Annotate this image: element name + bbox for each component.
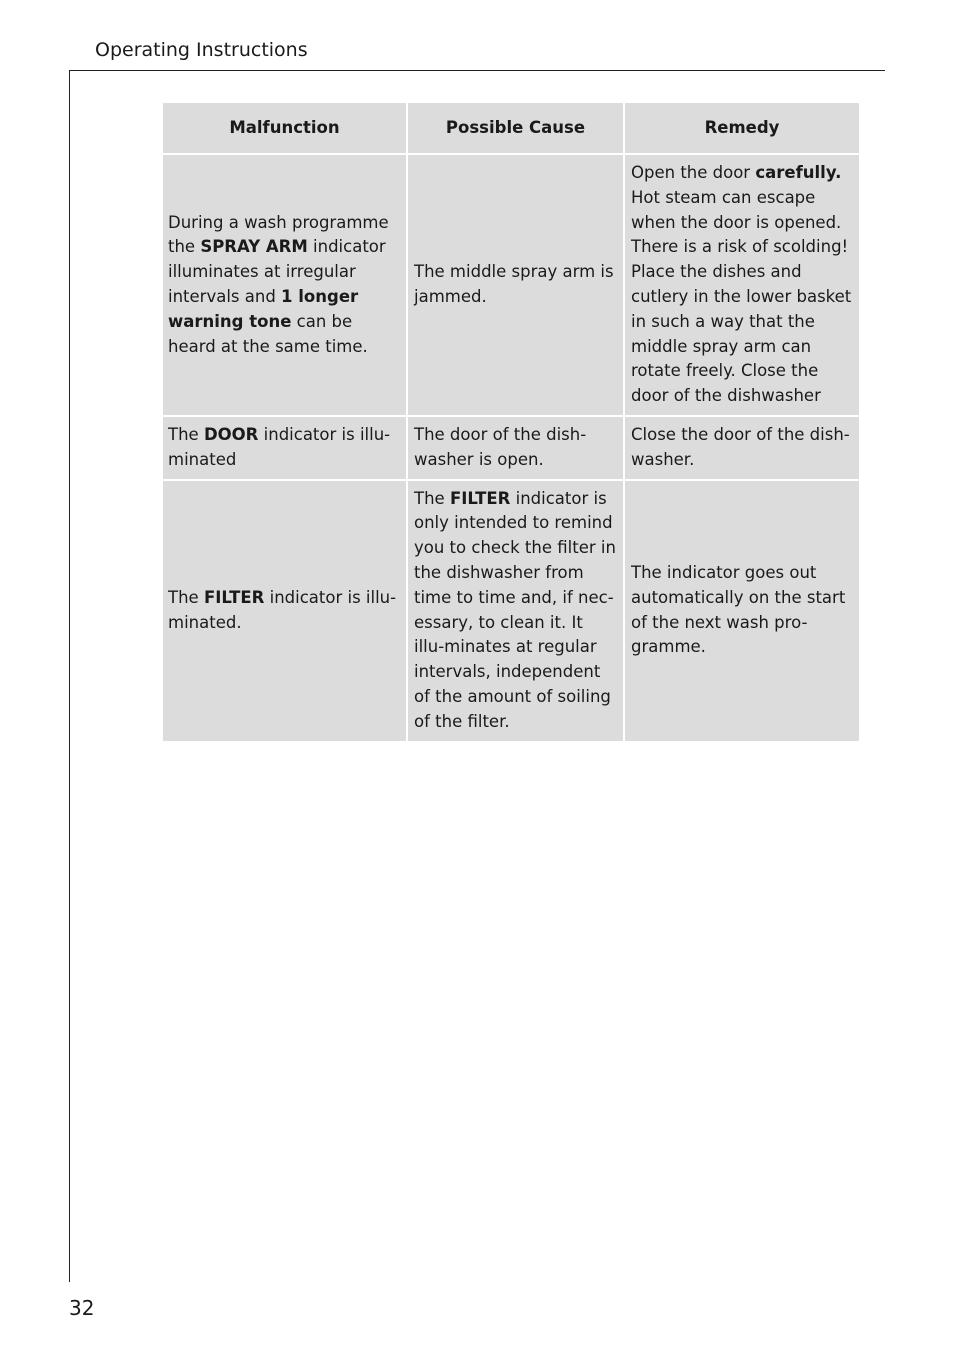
table-row	[162, 416, 860, 480]
page-header-title: Operating Instructions	[95, 39, 308, 61]
header-divider	[69, 70, 885, 71]
malfunction-cell	[162, 154, 407, 416]
cell-text-bold: carefully.	[755, 163, 842, 182]
cell-text: indicator illuminates at irregular intervals and	[168, 237, 386, 306]
malfunction-cell	[162, 480, 407, 742]
cell-text-bold: 1 longer warning tone	[168, 286, 359, 331]
cell-text-bold: FILTER	[203, 587, 265, 607]
cell-text: The	[168, 587, 204, 607]
cell-text-bold: FILTER	[449, 488, 511, 508]
column-header-malfunction: Malfunction	[162, 102, 407, 154]
troubleshooting-table	[161, 101, 861, 743]
cause-cell: The middle spray arm is jammed.	[407, 154, 624, 416]
page-number: 32	[69, 1296, 95, 1320]
cell-text: Hot steam can escape when the door is opened. There is a risk of scolding! Place the dishes and cutlery in the lower basket in such a way that the middle spray arm can rotate freely. Close the door of the dishwasher	[631, 187, 852, 406]
malfunction-cell	[162, 416, 407, 480]
table-header-row	[162, 102, 860, 154]
cell-text-bold: DOOR	[203, 424, 259, 444]
margin-rule	[69, 70, 70, 1282]
remedy-cell: The indicator goes out automatically on the start of the next wash pro-gramme.	[624, 480, 860, 742]
cell-text: The	[168, 424, 204, 444]
table-row	[162, 154, 860, 416]
cause-cell	[407, 480, 624, 742]
cell-text: During a wash programme the	[168, 212, 389, 257]
column-header-remedy: Remedy	[624, 102, 860, 154]
cell-text: indicator is illu-minated	[168, 424, 391, 469]
remedy-cell	[624, 154, 860, 416]
cell-text-bold: SPRAY ARM	[200, 237, 308, 257]
cell-text: The	[414, 488, 450, 508]
cell-text: indicator is illu-minated.	[168, 587, 397, 632]
cause-cell: The door of the dish-washer is open.	[407, 416, 624, 480]
remedy-cell: Close the door of the dish-washer.	[624, 416, 860, 480]
cell-text: Open the door	[631, 163, 756, 182]
cell-text: indicator is only intended to remind you to check the filter in the dishwasher from time to time and, if nec-essary, to clean it. It illu-minates at regular intervals, independent of the amount of soiling of the filter.	[414, 488, 616, 731]
column-header-possible-cause: Possible Cause	[407, 102, 624, 154]
cell-text: can be heard at the same time.	[168, 311, 368, 356]
table-row	[162, 480, 860, 742]
